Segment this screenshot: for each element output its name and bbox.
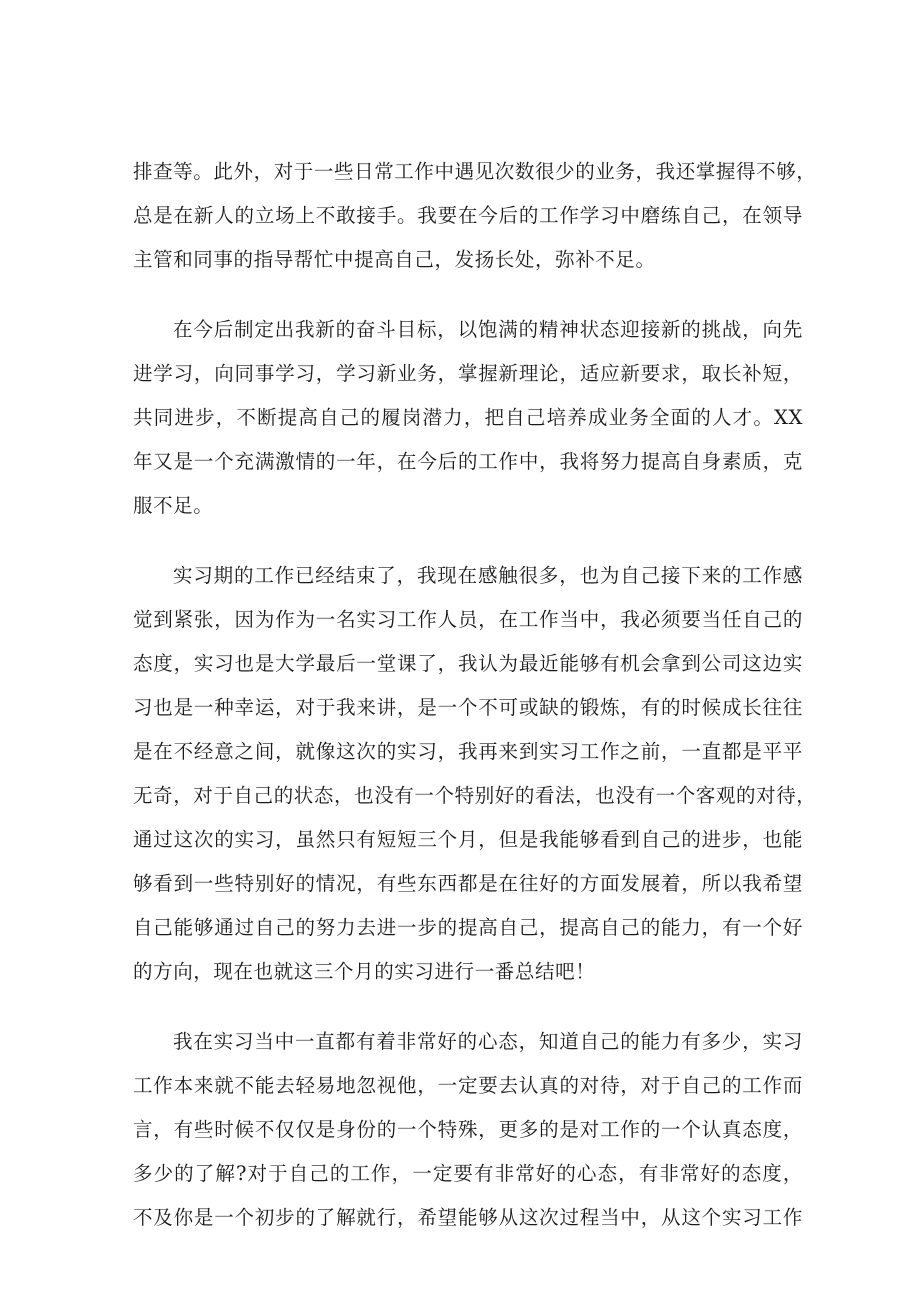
text-line: 的方向，现在也就这三个月的实习进行一番总结吧！ bbox=[133, 960, 596, 983]
paragraph-3 bbox=[133, 554, 817, 994]
text-line: 自己能够通过自己的努力去进一步的提高自己，提高自己的能力，有一个好 bbox=[133, 916, 803, 939]
paragraph-4 bbox=[133, 1020, 803, 1240]
paragraph-1 bbox=[133, 150, 817, 282]
text-line: 无奇，对于自己的状态，也没有一个特别好的看法，也没有一个客观的对待， bbox=[133, 784, 817, 807]
text-line: 实习期的工作已经结束了，我现在感触很多，也为自己接下来的工作感 bbox=[173, 564, 803, 587]
text-line: 够看到一些特别好的情况，有些东西都是在往好的方面发展着，所以我希望 bbox=[133, 872, 803, 895]
paragraph-gap bbox=[133, 994, 803, 1020]
text-line: 我在实习当中一直都有着非常好的心态，知道自己的能力有多少，实习 bbox=[173, 1030, 803, 1053]
text-line: 多少的了解?对于自己的工作，一定要有非常好的心态，有非常好的态度， bbox=[133, 1162, 803, 1185]
text-line: 进学习，向同事学习，学习新业务，掌握新理论，适应新要求，取长补短， bbox=[133, 362, 803, 385]
text-line: 不及你是一个初步的了解就行，希望能够从这次过程当中，从这个实习工作 bbox=[133, 1206, 803, 1229]
text-line: 习也是一种幸运，对于我来讲，是一个不可或缺的锻炼，有的时候成长往往 bbox=[133, 696, 803, 719]
text-line: 共同进步，不断提高自己的履岗潜力，把自己培养成业务全面的人才。XX bbox=[133, 406, 803, 429]
paragraph-2 bbox=[133, 308, 803, 528]
text-line: 通过这次的实习，虽然只有短短三个月，但是我能够看到自己的进步，也能 bbox=[133, 828, 803, 851]
text-line: 年又是一个充满激情的一年，在今后的工作中，我将努力提高自身素质，克 bbox=[133, 450, 803, 473]
text-line: 觉到紧张，因为作为一名实习工作人员，在工作当中，我必须要当任自己的 bbox=[133, 608, 803, 631]
paragraph-gap bbox=[133, 528, 803, 554]
text-line: 排查等。此外，对于一些日常工作中遇见次数很少的业务，我还掌握得不够， bbox=[133, 160, 817, 183]
text-line: 服不足。 bbox=[133, 494, 214, 517]
text-line: 在今后制定出我新的奋斗目标，以饱满的精神状态迎接新的挑战，向先 bbox=[173, 318, 803, 341]
paragraph-gap bbox=[133, 282, 803, 308]
text-line: 态度，实习也是大学最后一堂课了，我认为最近能够有机会拿到公司这边实 bbox=[133, 652, 803, 675]
text-line: 工作本来就不能去轻易地忽视他，一定要去认真的对待，对于自己的工作而 bbox=[133, 1074, 803, 1097]
text-line: 是在不经意之间，就像这次的实习，我再来到实习工作之前，一直都是平平 bbox=[133, 740, 803, 763]
document-body bbox=[133, 150, 817, 1240]
text-line: 言，有些时候不仅仅是身份的一个特殊，更多的是对工作的一个认真态度， bbox=[133, 1118, 803, 1141]
text-line: 主管和同事的指导帮忙中提高自己，发扬长处，弥补不足。 bbox=[133, 248, 656, 271]
text-line: 总是在新人的立场上不敢接手。我要在今后的工作学习中磨练自己，在领导 bbox=[133, 204, 803, 227]
